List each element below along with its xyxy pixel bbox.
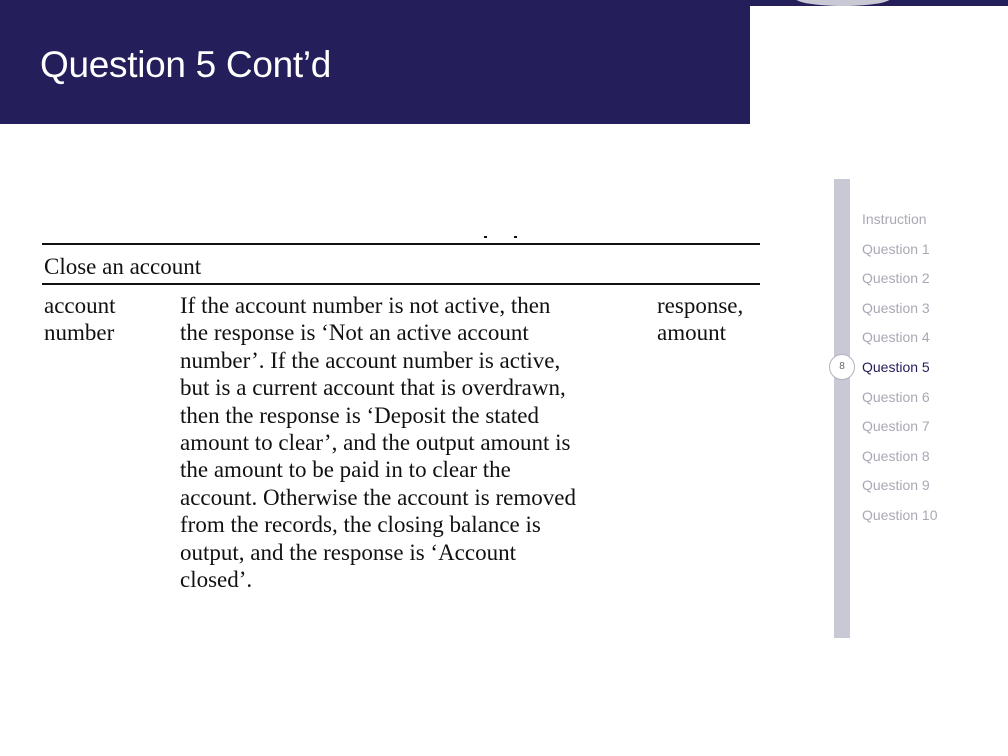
text-line: If the account number is not active, then [180,293,551,318]
input-cell [44,292,164,347]
text-line: the amount to be paid in to clear the [180,457,511,483]
nav-item-question-10[interactable]: Question 10 [862,506,938,523]
nav-item-question-8[interactable]: Question 8 [862,447,930,464]
table-header-rule [42,283,760,285]
nav-item-question-5[interactable]: Question 5 [862,358,930,375]
description-cell [180,292,640,593]
nav-item-question-3[interactable]: Question 3 [862,299,930,316]
nav-item-question-2[interactable]: Question 2 [862,270,930,287]
page-number-badge: 8 [829,354,855,380]
text-line: amount to clear’, and the output amount is [180,430,571,456]
slide-nav [862,209,938,535]
nav-item-question-4[interactable]: Question 4 [862,329,930,346]
text-line: from the records, the closing balance is [180,512,541,538]
nav-item-question-1[interactable]: Question 1 [862,240,930,257]
nav-item-question-7[interactable]: Question 7 [862,418,930,435]
section-title: Close an account [44,254,202,279]
text-line: number [44,320,115,346]
nav-track [834,179,850,638]
text-line: but is a current account that is overdrawn, [180,375,566,401]
text-line: then the response is ‘Deposit the stated [180,402,539,428]
text-line: response, [657,293,744,318]
text-line: closed’. [180,567,253,593]
output-cell [657,292,767,347]
scan-mark [484,236,487,238]
text-line: account. Otherwise the account is removed [180,484,576,510]
slide-title: Question 5 Cont’d [40,44,332,85]
nav-item-instruction[interactable]: Instruction [862,211,927,227]
text-line: number’. If the account number is active, [180,347,561,373]
text-line: the response is ‘Not an active account [180,320,529,346]
scan-mark [514,236,517,238]
text-line: account [44,293,116,318]
text-line: amount [657,320,726,346]
header-bar [0,0,750,124]
nav-item-question-9[interactable]: Question 9 [862,477,930,494]
nav-item-question-6[interactable]: Question 6 [862,388,930,405]
table-top-rule [42,243,760,245]
text-line: output, and the response is ‘Account [180,539,516,565]
